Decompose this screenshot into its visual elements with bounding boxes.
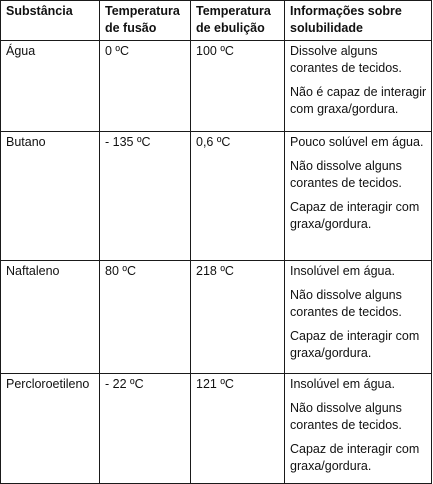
header-substance: Substância <box>1 1 100 41</box>
info-line: Dissolve alguns corantes de tecidos. <box>290 44 402 75</box>
header-row <box>1 1 432 41</box>
cell-melting-point: 80 ºC <box>100 261 191 374</box>
header-solubility-info: Informações sobre solubilidade <box>285 1 432 41</box>
info-line: Pouco solúvel em água. <box>290 135 424 149</box>
info-line: Capaz de interagir com graxa/gordura. <box>290 329 420 360</box>
header-boiling-point: Temperatura de ebulição <box>191 1 285 41</box>
cell-boiling-point: 218 ºC <box>191 261 285 374</box>
info-line: Não dissolve alguns corantes de tecidos. <box>290 159 402 190</box>
header-melting-point: Temperatura de fusão <box>100 1 191 41</box>
cell-substance: Butano <box>1 132 100 261</box>
cell-boiling-point: 100 ºC <box>191 41 285 132</box>
info-line: Insolúvel em água. <box>290 377 395 391</box>
cell-boiling-point: 0,6 ºC <box>191 132 285 261</box>
cell-melting-point: - 135 ºC <box>100 132 191 261</box>
cell-solubility-info <box>285 41 432 132</box>
info-line: Capaz de interagir com graxa/gordura. <box>290 200 420 231</box>
cell-substance: Percloroetileno <box>1 374 100 484</box>
table-row <box>1 132 432 261</box>
table-row <box>1 374 432 484</box>
cell-solubility-info <box>285 374 432 484</box>
cell-substance: Naftaleno <box>1 261 100 374</box>
table-header <box>1 1 432 41</box>
cell-solubility-info <box>285 132 432 261</box>
table-row <box>1 41 432 132</box>
cell-melting-point: 0 ºC <box>100 41 191 132</box>
table-body <box>1 41 432 484</box>
info-line: Não dissolve alguns corantes de tecidos. <box>290 288 402 319</box>
cell-boiling-point: 121 ºC <box>191 374 285 484</box>
info-line: Não dissolve alguns corantes de tecidos. <box>290 401 402 432</box>
cell-substance: Água <box>1 41 100 132</box>
info-line: Não é capaz de interagir com graxa/gordura. <box>290 85 427 116</box>
cell-solubility-info <box>285 261 432 374</box>
info-line: Insolúvel em água. <box>290 264 395 278</box>
info-line: Capaz de interagir com graxa/gordura. <box>290 442 420 473</box>
cell-melting-point: - 22 ºC <box>100 374 191 484</box>
table-row <box>1 261 432 374</box>
